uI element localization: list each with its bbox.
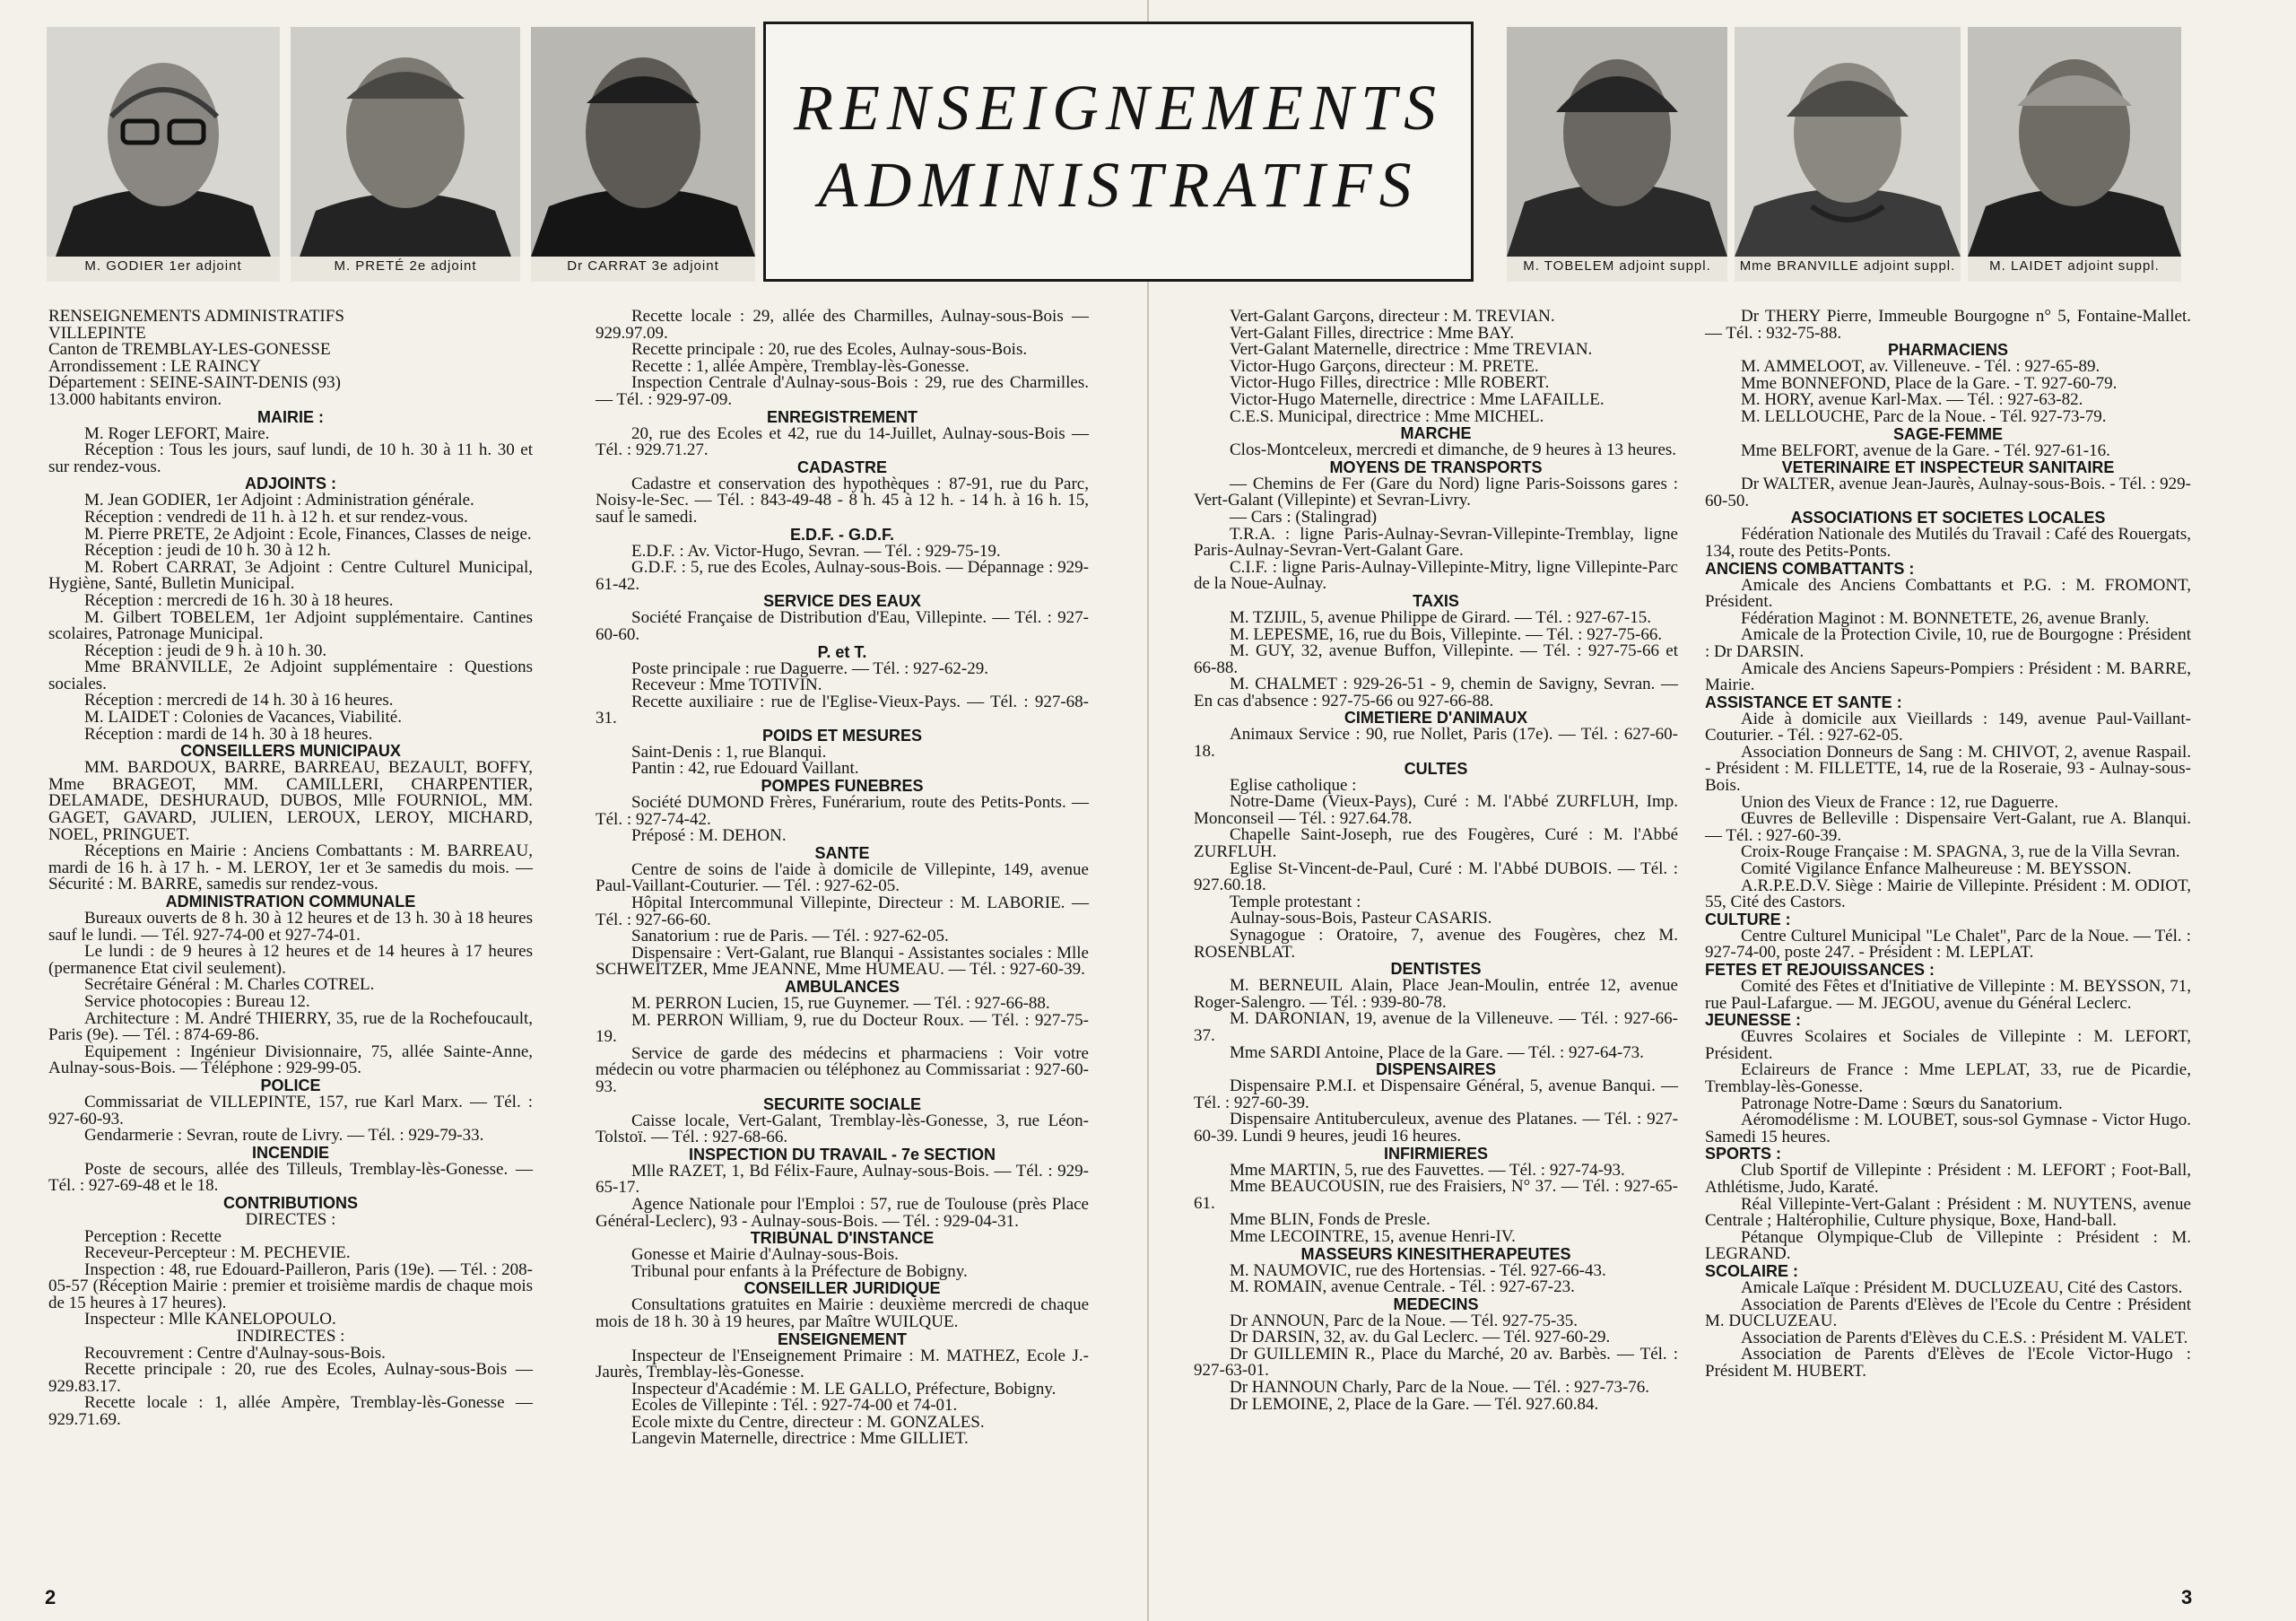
entry-paragraph: Vert-Galant Filles, directrice : Mme BAY. — [1230, 323, 1515, 343]
entry-paragraph: M. TZIJIL, 5, avenue Philippe de Girard. — Tél. : 927-67-15. — [1230, 607, 1651, 627]
entry-paragraph: M. DARONIAN, 19, avenue de la Villeneuve. — Tél. : 927-66-37. — [1194, 1009, 1678, 1045]
entry-paragraph: Langevin Maternelle, directrice : Mme GILLIET. — [631, 1429, 969, 1449]
entry-paragraph: Aulnay-sous-Bois, Pasteur CASARIS. — [1230, 909, 1492, 928]
entry-paragraph: Gendarmerie : Sevran, route de Livry. — Tél. : 929-79-33. — [84, 1126, 484, 1146]
section-heading: MEDECINS — [1393, 1294, 1479, 1313]
section-heading: E.D.F. - G.D.F. — [789, 525, 894, 544]
portrait-laidet — [1968, 27, 2181, 282]
entry-paragraph: Mme SARDI Antoine, Place de la Gare. — Tél. : 927-64-73. — [1230, 1042, 1644, 1062]
section-heading: MAIRIE : — [257, 407, 324, 426]
portrait-tobelem — [1507, 27, 1727, 282]
section-heading: TRIBUNAL D'INSTANCE — [750, 1229, 935, 1248]
entry-paragraph: M. NAUMOVIC, rue des Hortensias. - Tél. 927-66-43. — [1230, 1260, 1606, 1280]
section-heading: CADASTRE — [796, 458, 887, 476]
subsection-heading: CULTURE : — [1705, 910, 1791, 928]
entry-paragraph: Mme BRANVILLE, 2e Adjoint supplémentaire : Questions sociales. — [48, 658, 533, 693]
entry-paragraph: — Cars : (Stalingrad) — [1230, 507, 1378, 527]
entry-paragraph: M. Pierre PRETE, 2e Adjoint : Ecole, Finances, Classes de neige. — [84, 524, 532, 544]
entry-paragraph: Recette : 1, allée Ampère, Tremblay-lès-Gonesse. — [631, 356, 970, 376]
entry-paragraph: Sanatorium : rue de Paris. — Tél. : 927-62-05. — [631, 927, 949, 946]
subsection-heading: SPORTS : — [1705, 1145, 1782, 1163]
entry-paragraph: Synagogue : Oratoire, 7, avenue des Fougères, chez M. ROSENBLAT. — [1194, 926, 1678, 962]
entry-paragraph: Ecoles de Villepinte : Tél. : 927-74-00 et 74-01. — [631, 1396, 958, 1416]
entry-paragraph: Amicale Laïque : Président M. DUCLUZEAU, Cité des Castors. — [1741, 1277, 2183, 1297]
entry-paragraph: Dispensaire P.M.I. et Dispensaire Général, 5, avenue Banqui. — Tél. : 927-60-39. — [1194, 1076, 1678, 1112]
section-heading: MOYENS DE TRANSPORTS — [1329, 458, 1543, 476]
section-heading: VETERINAIRE ET INSPECTEUR SANITAIRE — [1781, 458, 2115, 477]
entry-paragraph: 20, rue des Ecoles et 42, rue du 14-Juillet, Aulnay-sous-Bois — Tél. : 929.71.27. — [596, 423, 1089, 460]
text-column-2 — [596, 309, 1089, 1448]
entry-paragraph: Le lundi : de 9 heures à 12 heures et de 14 heures à 17 heures (permanence Etat civil seulement). — [48, 942, 533, 978]
entry-paragraph: Recouvrement : Centre d'Aulnay-sous-Bois. — [84, 1343, 386, 1363]
entry-paragraph: Bureaux ouverts de 8 h. 30 à 12 heures et de 13 h. 30 à 18 heures sauf le lundi. — Tél. 927-74-00 et 927-74-01. — [48, 909, 533, 945]
section-heading: SERVICE DES EAUX — [763, 592, 921, 611]
entry-paragraph: Chapelle Saint-Joseph, rue des Fougères, Curé : M. l'Abbé ZURFLUH. — [1194, 825, 1678, 862]
entry-paragraph: Clos-Montceleux, mercredi et dimanche, de 9 heures à 13 heures. — [1230, 440, 1677, 460]
entry-paragraph: M. LELLOUCHE, Parc de la Noue. - Tél. 927-73-79. — [1741, 406, 2107, 426]
entry-paragraph: Temple protestant : — [1230, 892, 1361, 911]
entry-paragraph: Centre Culturel Municipal "Le Chalet", Parc de la Noue. — Tél. : 927-74-00, poste 247. - Président : M. LEPLAT. — [1705, 926, 2191, 963]
entry-paragraph: Mme BONNEFOND, Place de la Gare. - T. 927-60-79. — [1741, 373, 2118, 393]
entry-paragraph: Inspection Centrale d'Aulnay-sous-Bois : 29, rue des Charmilles. — Tél. : 929-97-09. — [596, 373, 1089, 409]
section-heading: AMBULANCES — [785, 978, 900, 996]
entry-paragraph: Secrétaire Général : M. Charles COTREL. — [84, 975, 375, 995]
entry-paragraph: Dr WALTER, avenue Jean-Jaurès, Aulnay-sous-Bois. - Tél. : 929-60-50. — [1705, 475, 2191, 510]
entry-paragraph: Club Sportif de Villepinte : Président : M. LEFORT ; Foot-Ball, Athlétisme, Judo, Karaté. — [1705, 1161, 2191, 1197]
subsection-heading: FETES ET REJOUISSANCES : — [1705, 961, 1935, 979]
entry-paragraph: M. PERRON Lucien, 15, rue Guynemer. — Tél. : 927-66-88. — [631, 994, 1050, 1013]
entry-paragraph: Eglise catholique : — [1230, 775, 1357, 795]
entry-paragraph: Equipement : Ingénieur Divisionnaire, 75, allée Sainte-Anne, Aulnay-sous-Bois. — Téléphone : 929-99-05. — [48, 1041, 533, 1078]
section-heading: INFIRMIERES — [1383, 1144, 1488, 1163]
section-heading: SANTE — [814, 843, 870, 862]
section-heading: CONSEILLER JURIDIQUE — [744, 1279, 941, 1298]
entry-paragraph: Société DUMOND Frères, Funérarium, route des Petits-Ponts. — Tél. : 927-74-42. — [596, 793, 1089, 829]
section-heading: MARCHE — [1400, 424, 1472, 443]
entry-paragraph: Réception : jeudi de 9 h. à 10 h. 30. — [84, 641, 327, 660]
portrait-caption: M. GODIER 1er adjoint — [84, 258, 242, 274]
entry-paragraph: Amicale des Anciens Combattants et P.G. : M. FROMONT, Président. — [1705, 575, 2191, 612]
section-heading: POLICE — [260, 1076, 321, 1094]
entry-paragraph: Amicale des Anciens Sapeurs-Pompiers : Président : M. BARRE, Mairie. — [1705, 658, 2191, 695]
header-line: Arrondissement : LE RAINCY — [48, 356, 261, 376]
entry-paragraph: M. PERRON William, 9, rue du Docteur Roux. — Tél. : 927-75-19. — [596, 1010, 1089, 1047]
entry-paragraph: Eglise St-Vincent-de-Paul, Curé : M. l'Abbé DUBOIS. — Tél. : 927.60.18. — [1194, 858, 1678, 895]
text-column-1 — [48, 309, 533, 1429]
header-line: 13.000 habitants environ. — [48, 389, 222, 409]
entry-paragraph: Dr HANNOUN Charly, Parc de la Noue. — Tél. : 927-73-76. — [1230, 1378, 1650, 1398]
entry-paragraph: Croix-Rouge Française : M. SPAGNA, 3, rue de la Villa Sevran. — [1741, 842, 2180, 862]
subheading: INDIRECTES : — [236, 1327, 345, 1346]
entry-paragraph: G.D.F. : 5, rue des Ecoles, Aulnay-sous-Bois. — Dépannage : 929-61-42. — [596, 558, 1089, 594]
entry-paragraph: MM. BARDOUX, BARRE, BARREAU, BEZAULT, BOFFY, Mme BRAGEOT, MM. CAMILLERI, CHARPENTIER, DELAMADE, DESHURAUD, DUBOS, Mlle FOURNIOL, MM. GAGET, GAVARD, JULIEN, LEROUX, LEROY, MICHARD, NOEL, PRINGUET. — [48, 758, 533, 844]
entry-paragraph: M. Gilbert TOBELEM, 1er Adjoint supplémentaire. Cantines scolaires, Patronage Municipal. — [48, 607, 533, 644]
text-column-3 — [1194, 309, 1678, 1413]
subsection-heading: SCOLAIRE : — [1705, 1261, 1799, 1280]
entry-paragraph: C.E.S. Municipal, directrice : Mme MICHEL. — [1230, 406, 1544, 426]
entry-paragraph: Union des Vieux de France : 12, rue Daguerre. — [1741, 792, 2059, 812]
section-heading: CULTES — [1404, 759, 1468, 778]
entry-paragraph: Œuvres Scolaires et Sociales de Villepinte : M. LEFORT, Président. — [1705, 1027, 2191, 1063]
entry-paragraph: Dispensaire Antituberculeux, avenue des Platanes. — Tél. : 927-60-39. Lundi 9 heures, jeudi 16 heures. — [1194, 1110, 1678, 1146]
entry-paragraph: T.R.A. : ligne Paris-Aulnay-Sevran-Villepinte-Tremblay, ligne Paris-Aulnay-Sevran-Vert-Galant Gare. — [1194, 524, 1678, 561]
subsection-heading: ANCIENS COMBATTANTS : — [1705, 559, 1915, 578]
entry-paragraph: Poste de secours, allée des Tilleuls, Tremblay-lès-Gonesse. — Tél. : 927-69-48 et le 18. — [48, 1159, 533, 1196]
section-heading: MASSEURS KINESITHERAPEUTES — [1300, 1244, 1571, 1263]
portrait-silhouette — [47, 27, 280, 257]
entry-paragraph: Saint-Denis : 1, rue Blanqui. — [631, 742, 827, 762]
entry-paragraph: Recette auxiliaire : rue de l'Eglise-Vieux-Pays. — Tél. : 927-68-31. — [596, 692, 1089, 728]
entry-paragraph: M. Jean GODIER, 1er Adjoint : Administration générale. — [84, 491, 474, 510]
entry-paragraph: Préposé : M. DEHON. — [631, 826, 787, 846]
text-column-4 — [1705, 309, 2191, 1380]
entry-paragraph: Association de Parents d'Elèves de l'Ecole du Centre : Président M. DUCLUZEAU. — [1705, 1294, 2191, 1331]
entry-paragraph: Vert-Galant Garçons, directeur : M. TREVIAN. — [1230, 307, 1555, 326]
entry-paragraph: Association de Parents d'Elèves du C.E.S. : Président M. VALET. — [1741, 1328, 2188, 1347]
entry-paragraph: Inspecteur : Mlle KANELOPOULO. — [84, 1310, 336, 1329]
portrait-caption: Dr CARRAT 3e adjoint — [567, 258, 719, 274]
title-line-2: ADMINISTRATIFS — [818, 149, 1419, 221]
entry-paragraph: Caisse locale, Vert-Galant, Tremblay-lès-Gonesse, 3, rue Léon-Tolstoï. — Tél. : 927-68-66. — [596, 1111, 1089, 1147]
entry-paragraph: Hôpital Intercommunal Villepinte, Directeur : M. LABORIE. — Tél. : 927-66-60. — [596, 893, 1089, 929]
entry-paragraph: Association de Parents d'Elèves de l'Ecole Victor-Hugo : Président M. HUBERT. — [1705, 1345, 2191, 1381]
entry-paragraph: Mme BEAUCOUSIN, rue des Fraisiers, N° 37. — Tél. : 927-65-61. — [1194, 1177, 1678, 1213]
section-heading: TAXIS — [1413, 591, 1459, 610]
entry-paragraph: Recette principale : 20, rue des Ecoles, Aulnay-sous-Bois. — [631, 340, 1028, 360]
entry-paragraph: Victor-Hugo Maternelle, directrice : Mme LAFAILLE. — [1230, 389, 1605, 409]
title-line-1: RENSEIGNEMENTS — [794, 72, 1443, 144]
portrait-photo — [1968, 27, 2181, 257]
entry-paragraph: Réception : mercredi de 14 h. 30 à 16 heures. — [84, 691, 394, 710]
section-heading: ADJOINTS : — [244, 475, 336, 493]
portrait-carrat — [531, 27, 755, 282]
section-heading: CONTRIBUTIONS — [223, 1193, 358, 1212]
entry-paragraph: M. CHALMET : 929-26-51 - 9, chemin de Savigny, Sevran. — En cas d'absence : 927-75-66 ou 927-66-88. — [1194, 675, 1678, 710]
entry-paragraph: Architecture : M. André THIERRY, 35, rue de la Rochefoucault, Paris (9e). — Tél. : 874-69-86. — [48, 1008, 533, 1045]
portrait-caption: M. TOBELEM adjoint suppl. — [1523, 258, 1711, 274]
entry-paragraph: M. LEPESME, 16, rue du Bois, Villepinte. — Tél. : 927-75-66. — [1230, 624, 1663, 644]
entry-paragraph: Inspecteur de l'Enseignement Primaire : M. MATHEZ, Ecole J.-Jaurès, Tremblay-lès-Gonesse. — [596, 1346, 1089, 1382]
entry-paragraph: Inspection : 48, rue Edouard-Pailleron, Paris (19e). — Tél. : 208-05-57 (Réception Mairie : premier et troisième mardis de chaque mois de 15 heures à 17 heures). — [48, 1259, 533, 1312]
section-heading: ENSEIGNEMENT — [777, 1329, 908, 1348]
section-heading: PHARMACIENS — [1887, 341, 2008, 360]
portrait-photo — [1735, 27, 1961, 257]
entry-paragraph: M. LAIDET : Colonies de Vacances, Viabilité. — [84, 708, 402, 728]
section-heading: SECURITE SOCIALE — [762, 1094, 922, 1113]
section-heading: POIDS ET MESURES — [761, 726, 923, 745]
entry-paragraph: E.D.F. : Av. Victor-Hugo, Sevran. — Tél. : 929-75-19. — [631, 541, 1001, 561]
entry-paragraph: Mlle RAZET, 1, Bd Félix-Faure, Aulnay-sous-Bois. — Tél. : 929-65-17. — [596, 1161, 1089, 1198]
portrait-photo — [291, 27, 520, 257]
entry-paragraph: Aéromodélisme : M. LOUBET, sous-sol Gymnase - Victor Hugo. Samedi 15 heures. — [1705, 1111, 2191, 1146]
portrait-photo — [47, 27, 280, 257]
title-box — [763, 22, 1474, 282]
entry-paragraph: Cadastre et conservation des hypothèques : 87-91, rue du Parc, Noisy-le-Sec. — Tél. : 843-49-48 - 8 h. 45 à 12 h. - 14 h. à 16 h. 15, sauf le samedi. — [596, 474, 1089, 527]
section-heading: DENTISTES — [1390, 960, 1482, 979]
entry-paragraph: Dr GUILLEMIN R., Place du Marché, 20 av. Barbès. — Tél. : 927-63-01. — [1194, 1344, 1678, 1381]
section-heading: ADMINISTRATION COMMUNALE — [165, 893, 416, 911]
entry-paragraph: Œuvres de Belleville : Dispensaire Vert-Galant, rue A. Blanqui. — Tél. : 927-60-39. — [1705, 809, 2191, 845]
entry-paragraph: Réal Villepinte-Vert-Galant : Président : M. NUYTENS, avenue Centrale ; Haltérophilie, Culture physique, Boxe, Hand-ball. — [1705, 1194, 2191, 1231]
entry-paragraph: Commissariat de VILLEPINTE, 157, rue Karl Marx. — Tél. : 927-60-93. — [48, 1092, 533, 1129]
entry-paragraph: Perception : Recette — [84, 1226, 222, 1246]
entry-paragraph: Receveur-Percepteur : M. PECHEVIE. — [84, 1243, 351, 1263]
entry-paragraph: Pantin : 42, rue Edouard Vaillant. — [631, 759, 859, 779]
entry-paragraph: Dr THERY Pierre, Immeuble Bourgogne n° 5, Fontaine-Mallet. — Tél. : 932-75-88. — [1705, 307, 2191, 343]
entry-paragraph: Réceptions en Mairie : Anciens Combattants : M. BARREAU, mardi de 16 h. à 17 h. - M. LEROY, 1er et 3e samedis du mois. — Sécurité : M. BARRE, samedis sur rendez-vous. — [48, 841, 533, 894]
entry-paragraph: Amicale de la Protection Civile, 10, rue de Bourgogne : Président : Dr DARSIN. — [1705, 625, 2191, 661]
portrait-silhouette — [1735, 27, 1961, 257]
entry-paragraph: M. Roger LEFORT, Maire. — [84, 423, 270, 443]
entry-paragraph: Comité Vigilance Enfance Malheureuse : M. BEYSSON. — [1741, 859, 2132, 879]
entry-paragraph: Pétanque Olympique-Club de Villepinte : Président : M. LEGRAND. — [1705, 1227, 2191, 1264]
header-line: Canton de TREMBLAY-LES-GONESSE — [48, 340, 331, 360]
entry-paragraph: Mme LECOINTRE, 15, avenue Henri-IV. — [1230, 1226, 1516, 1246]
entry-paragraph: Comité des Fêtes et d'Initiative de Villepinte : M. BEYSSON, 71, rue Paul-Lafargue. — M. JEGOU, avenue du Général Leclerc. — [1705, 977, 2191, 1013]
entry-paragraph: A.R.P.E.D.V. Siège : Mairie de Villepinte. Président : M. ODIOT, 55, Cité des Castors. — [1705, 876, 2191, 912]
portrait-photo — [531, 27, 755, 257]
section-heading: INCENDIE — [251, 1143, 329, 1162]
entry-paragraph: Dr LEMOINE, 2, Place de la Gare. — Tél. 927.60.84. — [1230, 1394, 1599, 1414]
entry-paragraph: Fédération Maginot : M. BONNETETE, 26, avenue Branly. — [1741, 608, 2150, 628]
page-number-left: 2 — [45, 1586, 57, 1608]
entry-paragraph: Poste principale : rue Daguerre. — Tél. : 927-62-29. — [631, 658, 989, 678]
page-number-right: 3 — [2181, 1586, 2193, 1608]
entry-paragraph: Agence Nationale pour l'Emploi : 57, rue de Toulouse (près Place Général-Leclerc), 93 - Aulnay-sous-Bois. — Tél. : 929-04-31. — [596, 1194, 1089, 1231]
entry-paragraph: Mme BELFORT, avenue de la Gare. - Tél. 927-61-16. — [1741, 440, 2110, 460]
entry-paragraph: Gonesse et Mairie d'Aulnay-sous-Bois. — [631, 1245, 899, 1265]
section-heading: DISPENSAIRES — [1375, 1060, 1497, 1079]
subsection-heading: JEUNESSE : — [1705, 1011, 1802, 1030]
entry-paragraph: M. HORY, avenue Karl-Max. — Tél. : 927-63-82. — [1741, 390, 2083, 410]
entry-paragraph: Dispensaire : Vert-Galant, rue Blanqui - Assistantes sociales : Mlle SCHWEITZER, Mme JEANNE, Mme HUMEAU. — Tél. : 927-60-39. — [596, 943, 1089, 980]
entry-paragraph: M. AMMELOOT, av. Villeneuve. - Tél. : 927-65-89. — [1741, 357, 2100, 377]
entry-paragraph: Société Française de Distribution d'Eau, Villepinte. — Tél. : 927-60-60. — [596, 608, 1089, 644]
entry-paragraph: Mme MARTIN, 5, rue des Fauvettes. — Tél. : 927-74-93. — [1230, 1160, 1625, 1180]
entry-paragraph: Service photocopies : Bureau 12. — [84, 991, 310, 1011]
entry-paragraph: C.I.F. : ligne Paris-Aulnay-Villepinte-Mitry, ligne Villepinte-Parc de la Noue-Aulnay. — [1194, 557, 1678, 594]
entry-paragraph: Eclaireurs de France : Mme LEPLAT, 33, rue de Picardie, Tremblay-lès-Gonesse. — [1705, 1060, 2191, 1096]
entry-paragraph: Dr ANNOUN, Parc de la Noue. — Tél. 927-75-35. — [1230, 1311, 1578, 1330]
section-heading: CIMETIERE D'ANIMAUX — [1344, 709, 1528, 728]
entry-paragraph: Recette locale : 29, allée des Charmilles, Aulnay-sous-Bois — 929.97.09. — [596, 307, 1089, 343]
portrait-branville — [1735, 27, 1961, 282]
entry-paragraph: Association Donneurs de Sang : M. CHIVOT, 2, avenue Raspail. - Président : M. FILLETTE, 14, rue de la Roseraie, 93 - Aulnay-sous-Bois. — [1705, 742, 2191, 796]
portrait-silhouette — [531, 27, 755, 257]
entry-paragraph: Fédération Nationale des Mutilés du Travail : Café des Rouergats, 134, route des Petits-Ponts. — [1705, 525, 2192, 561]
subheading: DIRECTES : — [245, 1209, 336, 1229]
entry-paragraph: Centre de soins de l'aide à domicile de Villepinte, 149, avenue Paul-Vaillant-Couturier. — Tél. : 927-62-05. — [596, 859, 1089, 896]
entry-paragraph: Tribunal pour enfants à la Préfecture de Bobigny. — [631, 1261, 968, 1281]
section-heading: POMPES FUNEBRES — [761, 777, 924, 796]
entry-paragraph: M. BERNEUIL Alain, Place Jean-Moulin, entrée 12, avenue Roger-Salengro. — Tél. : 939-80-78. — [1194, 976, 1678, 1012]
portrait-silhouette — [1968, 27, 2181, 257]
entry-paragraph: Recette principale : 20, rue des Ecoles, Aulnay-sous-Bois — 929.83.17. — [48, 1360, 533, 1396]
portrait-prete — [291, 27, 520, 282]
entry-paragraph: M. GUY, 32, avenue Buffon, Villepinte. — Tél. : 927-75-66 et 66-88. — [1194, 641, 1678, 677]
entry-paragraph: Dr DARSIN, 32, av. du Gal Leclerc. — Tél. 927-60-29. — [1230, 1328, 1611, 1347]
entry-paragraph: Recette locale : 1, allée Ampère, Tremblay-lès-Gonesse — 929.71.69. — [48, 1393, 533, 1430]
entry-paragraph: Receveur : Mme TOTIVIN. — [631, 675, 822, 695]
entry-paragraph: M. ROMAIN, avenue Centrale. - Tél. : 927-67-23. — [1230, 1277, 1575, 1297]
portrait-godier — [47, 27, 280, 282]
entry-paragraph: Service de garde des médecins et pharmaciens : Voir votre médecin ou votre pharmacien ou téléphonez au Commissariat : 927-60-93. — [596, 1043, 1089, 1096]
entry-paragraph: Victor-Hugo Filles, directrice : Mlle ROBERT. — [1230, 373, 1550, 393]
portrait-caption: M. LAIDET adjoint suppl. — [1989, 258, 2160, 274]
entry-paragraph: Mme BLIN, Fonds de Presle. — [1230, 1210, 1431, 1230]
entry-paragraph: Victor-Hugo Garçons, directeur : M. PRETE. — [1230, 356, 1539, 376]
entry-paragraph: Animaux Service : 90, rue Nollet, Paris (17e). — Tél. : 627-60-18. — [1194, 725, 1678, 762]
entry-paragraph: M. Robert CARRAT, 3e Adjoint : Centre Culturel Municipal, Hygiène, Santé, Bulletin Municipal. — [48, 557, 533, 594]
entry-paragraph: Patronage Notre-Dame : Sœurs du Sanatorium. — [1741, 1094, 2063, 1113]
portrait-silhouette — [291, 27, 520, 257]
section-heading: ENREGISTREMENT — [766, 407, 918, 426]
header-line: RENSEIGNEMENTS ADMINISTRATIFS — [48, 307, 344, 326]
entry-paragraph: Notre-Dame (Vieux-Pays), Curé : M. l'Abbé ZURFLUH, Imp. Monconseil — Tél. : 927.64.78. — [1194, 792, 1678, 828]
portrait-caption: M. PRETÉ 2e adjoint — [334, 258, 477, 274]
section-heading: CONSEILLERS MUNICIPAUX — [180, 742, 401, 761]
entry-paragraph: Réception : vendredi de 11 h. à 12 h. et sur rendez-vous. — [84, 507, 468, 527]
entry-paragraph: Vert-Galant Maternelle, directrice : Mme TREVIAN. — [1230, 340, 1593, 360]
portrait-photo — [1507, 27, 1727, 257]
entry-paragraph: Réception : jeudi de 10 h. 30 à 12 h. — [84, 541, 331, 561]
header-line: VILLEPINTE — [48, 323, 146, 343]
subsection-heading: ASSISTANCE ET SANTE : — [1705, 693, 1902, 711]
entry-paragraph: Inspecteur d'Académie : M. LE GALLO, Préfecture, Bobigny. — [631, 1379, 1057, 1399]
portrait-silhouette — [1507, 27, 1727, 257]
section-heading: ASSOCIATIONS ET SOCIETES LOCALES — [1790, 509, 2106, 527]
entry-paragraph: Réception : Tous les jours, sauf lundi, de 10 h. 30 à 11 h. 30 et sur rendez-vous. — [48, 440, 533, 476]
entry-paragraph: Réception : mardi de 14 h. 30 à 18 heures. — [84, 724, 373, 744]
section-heading: INSPECTION DU TRAVAIL - 7e SECTION — [688, 1145, 996, 1163]
entry-paragraph: — Chemins de Fer (Gare du Nord) ligne Paris-Soissons gares : Vert-Galant (Villepinte) et Sevran-Livry. — [1194, 474, 1678, 510]
entry-paragraph: Aide à domicile aux Vieillards : 149, avenue Paul-Vaillant-Couturier. - Tél. : 927-62-05. — [1705, 709, 2191, 745]
entry-paragraph: Consultations gratuites en Mairie : deuxième mercredi de chaque mois de 18 h. 30 à 19 heures, par Maître WUILQUE. — [596, 1295, 1089, 1331]
header-line: Département : SEINE-SAINT-DENIS (93) — [48, 373, 341, 393]
entry-paragraph: Réception : mercredi de 16 h. 30 à 18 heures. — [84, 590, 394, 610]
section-heading: SAGE-FEMME — [1892, 424, 2003, 443]
entry-paragraph: Ecole mixte du Centre, directeur : M. GONZALES. — [631, 1412, 985, 1432]
portrait-caption: Mme BRANVILLE adjoint suppl. — [1739, 258, 1956, 274]
section-heading: P. et T. — [817, 642, 867, 661]
